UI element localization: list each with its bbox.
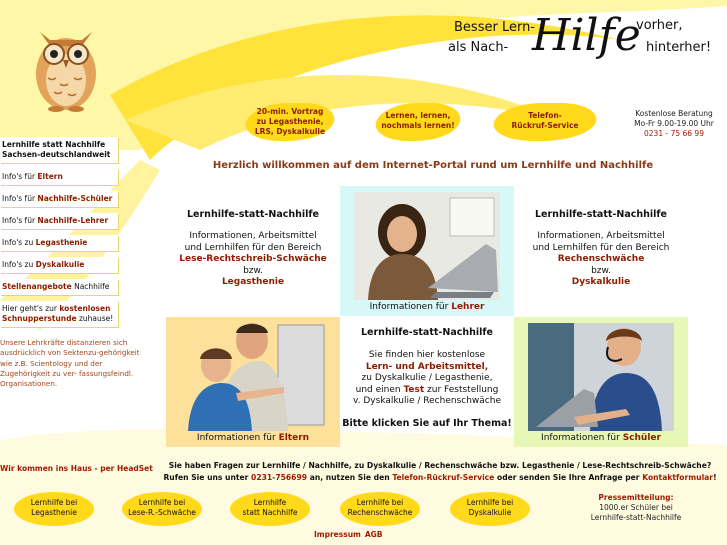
contact-phone-link[interactable]: 0231-756699 bbox=[251, 473, 308, 482]
bubble-text: Lernhilfe bei bbox=[466, 498, 514, 507]
cell-arbeitsmittel[interactable] bbox=[342, 327, 512, 429]
kontaktformular-link[interactable]: Kontaktformular bbox=[642, 473, 714, 482]
bubble-lese-rechtschreib[interactable] bbox=[122, 492, 202, 526]
ribbon-text: Lernen, lernen, bbox=[385, 111, 451, 120]
cell-highlight: Dyskalkulie bbox=[571, 277, 631, 287]
caption-highlight: Eltern bbox=[278, 433, 310, 443]
menu-label: Nachhilfe bbox=[71, 282, 110, 291]
parents-photo bbox=[166, 317, 340, 447]
photo-lehrer[interactable] bbox=[340, 186, 514, 316]
left-menu bbox=[0, 137, 118, 333]
cell-text: bzw. bbox=[243, 265, 263, 276]
teacher-photo bbox=[340, 186, 514, 316]
menu-label: Info's zu bbox=[2, 260, 36, 269]
bubble-text: Lernhilfe bei bbox=[356, 498, 404, 507]
bubble-rechenschwaeche[interactable] bbox=[340, 492, 420, 526]
contact-info-text-part: Rufen Sie uns unter bbox=[163, 473, 252, 482]
bubble-text: statt Nachhilfe bbox=[242, 508, 298, 517]
photo-schueler[interactable] bbox=[514, 317, 688, 447]
bubble-text: Lernhilfe bei bbox=[138, 498, 186, 507]
cell-title: Lernhilfe-statt-Nachhilfe bbox=[187, 209, 319, 220]
menu-label-hl: Eltern bbox=[37, 172, 63, 181]
ribbon-text: Rückruf-Service bbox=[511, 121, 579, 130]
bubble-dyskalkulie[interactable] bbox=[450, 492, 530, 526]
bubble-text: Lernhilfe bei bbox=[30, 498, 78, 507]
caption-text: Informationen für bbox=[196, 433, 279, 443]
cell-text: Sie finden hier kostenlose bbox=[368, 350, 486, 360]
menu-label: Info's für bbox=[2, 194, 38, 203]
menu-label: Lernhilfe statt Nachhilfe Sachsen-deutschlandweit bbox=[2, 140, 111, 159]
press-text: 1000.er Schüler bei bbox=[599, 503, 673, 512]
menu-label-hl: kostenlosen Schnupperstunde bbox=[2, 304, 111, 323]
cell-rechenschwaeche[interactable] bbox=[516, 209, 686, 289]
bubble-text: Legasthenie bbox=[31, 508, 77, 517]
caption-highlight: Lehrer bbox=[451, 302, 485, 312]
bubble-text: Rechenschwäche bbox=[347, 508, 413, 517]
cell-highlight: Test bbox=[403, 384, 425, 395]
cell-text: bzw. bbox=[591, 265, 611, 276]
menu-item-schnupperstunde[interactable] bbox=[0, 301, 118, 327]
menu-label-hl: Nachhilfe-Schüler bbox=[37, 194, 113, 203]
headline-logo bbox=[440, 10, 720, 74]
menu-item-eltern[interactable] bbox=[0, 169, 118, 185]
headline-script: Hilfe bbox=[532, 10, 641, 61]
contact-phone[interactable]: 0231 - 75 66 99 bbox=[644, 129, 704, 138]
welcome-heading: Herzlich willkommen auf dem Internet-Portal rund um Lernhilfe und Nachhilfe bbox=[212, 160, 654, 171]
contact-hours: Mo-Fr 9.00-19.00 Uhr bbox=[634, 119, 714, 128]
photo-eltern[interactable] bbox=[166, 317, 340, 447]
cell-highlight: Lese-Rechtschreib-Schwäche bbox=[179, 254, 327, 264]
cell-text: v. Dyskalkulie / Rechenschwäche bbox=[353, 396, 501, 406]
menu-item-lehrer[interactable] bbox=[0, 213, 118, 229]
menu-label-hl: Legasthenie bbox=[35, 238, 88, 247]
cell-highlight: Legasthenie bbox=[221, 277, 285, 287]
press-title: Pressemitteilung: bbox=[598, 493, 674, 502]
photo-caption-schueler bbox=[514, 433, 688, 443]
photo-caption-eltern bbox=[166, 433, 340, 443]
cell-text: und einen bbox=[355, 384, 404, 395]
menu-label-hl: Nachhilfe-Lehrer bbox=[37, 216, 109, 225]
menu-label-hl: Dyskalkulie bbox=[35, 260, 85, 269]
contact-info-text bbox=[160, 460, 720, 484]
contact-box bbox=[632, 109, 716, 139]
student-photo bbox=[514, 317, 688, 447]
contact-line: Kostenlose Beratung bbox=[635, 109, 713, 118]
ribbon-text: nochmals lernen! bbox=[381, 121, 455, 130]
bubble-statt-nachhilfe[interactable] bbox=[230, 492, 310, 526]
cell-text: und Lernhilfen für den Bereich bbox=[532, 242, 670, 253]
cell-title: Lernhilfe-statt-Nachhilfe bbox=[535, 209, 667, 220]
menu-item-legasthenie[interactable] bbox=[0, 235, 118, 251]
bubble-text: Lernhilfe bbox=[253, 498, 287, 507]
cell-text: und Lernhilfen für den Bereich bbox=[184, 242, 322, 253]
headline-line1: Besser Lern- bbox=[454, 20, 535, 35]
cell-text: zur Feststellung bbox=[424, 384, 499, 395]
ribbon-text: LRS, Dyskalkulie bbox=[254, 127, 326, 136]
ribbon-rueckruf[interactable] bbox=[494, 103, 596, 141]
contact-info-line1: Sie haben Fragen zur Lernhilfe / Nachhilfe, zu Dyskalkulie / Rechenschwäche bzw. Legasthenie / Lese-Rechtschreib-Schwäche? bbox=[168, 461, 712, 470]
footer-links bbox=[314, 530, 387, 539]
ribbon-vortrag[interactable] bbox=[246, 103, 334, 141]
cell-text: Informationen, Arbeitsmittel bbox=[189, 231, 317, 241]
bubble-legasthenie[interactable] bbox=[14, 492, 94, 526]
cell-title: Lernhilfe-statt-Nachhilfe bbox=[361, 327, 493, 338]
menu-label: Hier geht's zur bbox=[2, 304, 60, 313]
agb-link[interactable]: AGB bbox=[364, 530, 383, 539]
cell-text: Informationen, Arbeitsmittel bbox=[537, 231, 665, 241]
menu-item-schueler[interactable] bbox=[0, 191, 118, 207]
menu-item-home[interactable] bbox=[0, 137, 118, 163]
cell-text: zu Dyskalkulie / Legasthenie, bbox=[361, 373, 493, 383]
press-release[interactable] bbox=[586, 493, 686, 523]
caption-text: Informationen für bbox=[369, 302, 452, 312]
ribbon-text: 20-min. Vortrag bbox=[256, 107, 324, 116]
impressum-link[interactable]: Impressum bbox=[314, 530, 361, 539]
headline-line2: als Nach- bbox=[448, 40, 509, 55]
cell-cta: Bitte klicken Sie auf Ihr Thema! bbox=[342, 417, 512, 429]
menu-item-stellenangebote[interactable] bbox=[0, 279, 118, 295]
owl-logo-icon bbox=[30, 12, 102, 112]
bubble-text: Dyskalkulie bbox=[468, 508, 512, 517]
bubble-text: Lese-R.-Schwäche bbox=[128, 508, 196, 517]
contact-info-text-part: an, nutzen Sie den bbox=[307, 473, 393, 482]
rueckruf-service-link[interactable]: Telefon-Rückruf-Service bbox=[392, 473, 495, 482]
press-text: Lernhilfe-statt-Nachhilfe bbox=[590, 513, 682, 522]
menu-label: Info's für bbox=[2, 216, 38, 225]
caption-highlight: Schüler bbox=[622, 433, 661, 443]
cell-highlight: Lern- und Arbeitsmittel, bbox=[365, 361, 489, 372]
menu-label-hl: Stellenangebote bbox=[2, 282, 72, 291]
ribbon-text: Telefon- bbox=[528, 111, 562, 120]
menu-label: Info's zu bbox=[2, 238, 36, 247]
headset-link[interactable]: Wir kommen ins Haus - per HeadSet bbox=[0, 464, 153, 473]
caption-text: Informationen für bbox=[541, 433, 623, 443]
contact-info-text-part: ! bbox=[713, 473, 717, 482]
cell-lese-rechtschreib[interactable] bbox=[168, 209, 338, 289]
ribbon-text: zu Legasthenie, bbox=[256, 117, 324, 126]
headline-right2: hinterher! bbox=[646, 40, 712, 55]
menu-item-dyskalkulie[interactable] bbox=[0, 257, 118, 273]
headline-right1: vorher, bbox=[636, 18, 683, 33]
cell-highlight: Rechenschwäche bbox=[557, 254, 645, 264]
disclaimer-text: Unsere Lehrkräfte distanzieren sich ausdrücklich von Sektenzu-gehörigkeit wie z.B. Scientology und der Zugehörigkeit zu ver- fassungsfeindl. Organisationen. bbox=[0, 338, 140, 389]
ribbon-lernen[interactable] bbox=[376, 103, 460, 141]
menu-label: zuhause! bbox=[76, 314, 114, 323]
contact-info-text-part: oder senden Sie Ihre Anfrage per bbox=[494, 473, 643, 482]
menu-label: Info's für bbox=[2, 172, 38, 181]
photo-caption-lehrer bbox=[340, 302, 514, 312]
